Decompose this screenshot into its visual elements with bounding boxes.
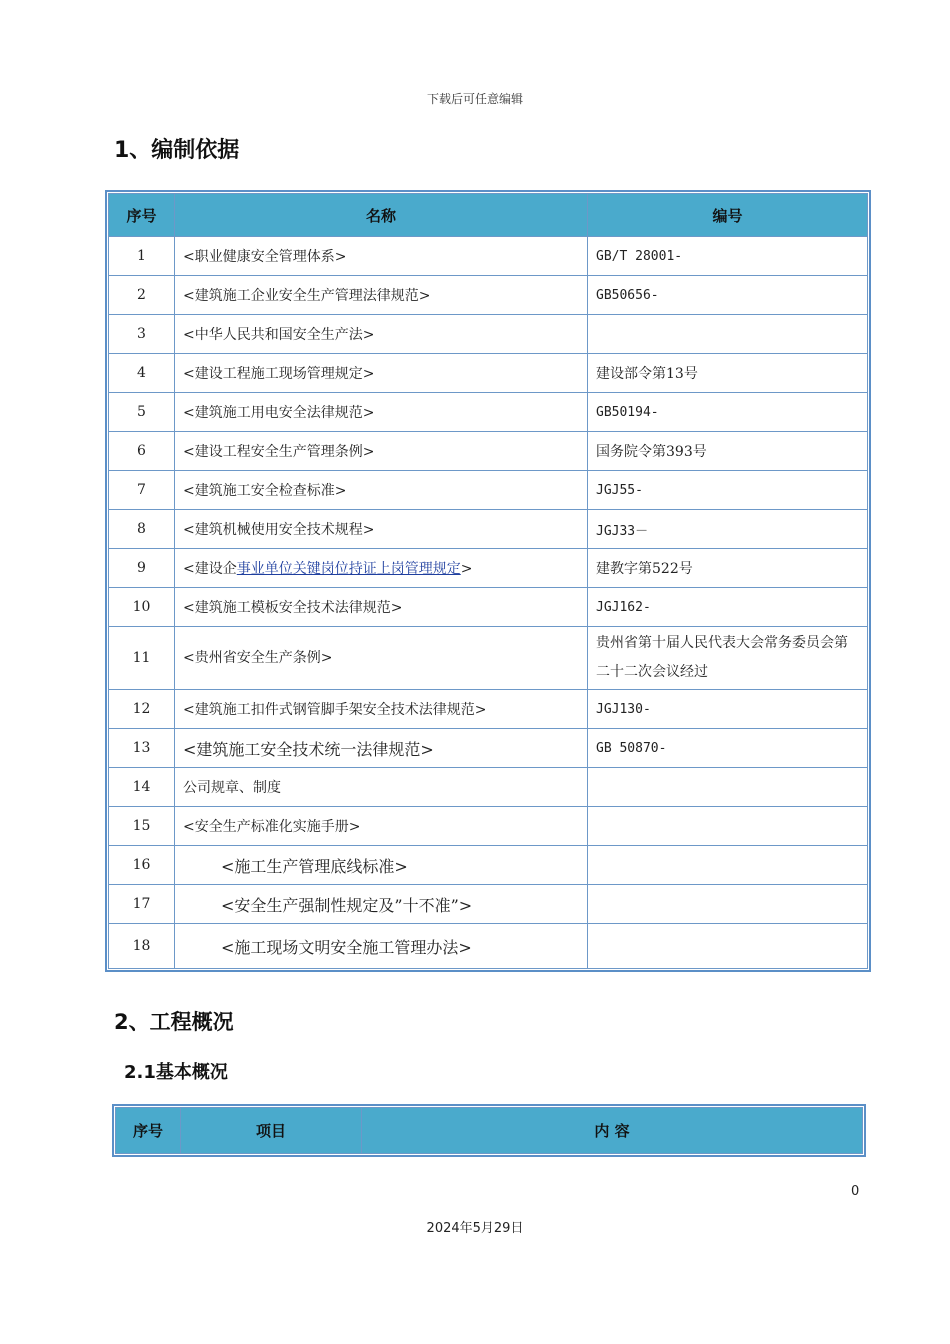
row-name xyxy=(175,549,588,588)
row-name-suffix: > xyxy=(460,561,473,577)
table-row xyxy=(109,807,868,846)
row-name: <建设工程安全生产管理条例> xyxy=(175,432,588,471)
row-no: 9 xyxy=(109,549,175,588)
row-code: GB/T 28001- xyxy=(588,237,868,276)
table-row xyxy=(109,729,868,768)
row-no: 12 xyxy=(109,690,175,729)
table-row xyxy=(109,627,868,690)
row-no: 6 xyxy=(109,432,175,471)
header-note: 下载后可任意编辑 xyxy=(426,92,523,106)
row-name: 公司规章、制度 xyxy=(175,768,588,807)
row-name: <建筑施工安全技术统一法律规范> xyxy=(175,729,588,768)
row-code xyxy=(588,807,868,846)
overview-table-frame xyxy=(112,1104,866,1157)
table-row xyxy=(109,510,868,549)
regulation-link[interactable]: 事业单位关键岗位持证上岗管理规定 xyxy=(236,561,461,577)
overview-table-header-row xyxy=(116,1108,863,1154)
row-code: 建教字第522号 xyxy=(588,549,868,588)
row-code: JGJ162- xyxy=(588,588,868,627)
table-row xyxy=(109,588,868,627)
row-no: 11 xyxy=(109,627,175,690)
row-no: 5 xyxy=(109,393,175,432)
row-no: 15 xyxy=(109,807,175,846)
row-no: 1 xyxy=(109,237,175,276)
row-name: <建筑施工模板安全技术法律规范> xyxy=(175,588,588,627)
row-name: <建筑施工企业安全生产管理法律规范> xyxy=(175,276,588,315)
row-name: <安全生产标准化实施手册> xyxy=(175,807,588,846)
row-name: <贵州省安全生产条例> xyxy=(175,627,588,690)
row-code: 国务院令第393号 xyxy=(588,432,868,471)
row-code: GB50656- xyxy=(588,276,868,315)
table-row xyxy=(109,393,868,432)
row-no: 13 xyxy=(109,729,175,768)
table-row xyxy=(109,768,868,807)
row-no: 3 xyxy=(109,315,175,354)
table-row xyxy=(109,924,868,969)
row-code: JGJ33－ xyxy=(588,510,868,549)
row-name: <职业健康安全管理体系> xyxy=(175,237,588,276)
table-row xyxy=(109,690,868,729)
table-row xyxy=(109,846,868,885)
row-name-prefix: <建设企 xyxy=(183,561,237,577)
row-name: <建筑机械使用安全技术规程> xyxy=(175,510,588,549)
row-code xyxy=(588,846,868,885)
section2-subtitle: 2.1基本概况 xyxy=(124,1062,228,1083)
table-row xyxy=(109,237,868,276)
row-code xyxy=(588,315,868,354)
row-code: 建设部令第13号 xyxy=(588,354,868,393)
basis-table xyxy=(108,193,868,969)
row-name: <建筑施工用电安全法律规范> xyxy=(175,393,588,432)
row-no: 17 xyxy=(109,885,175,924)
overview-header-item: 项目 xyxy=(181,1108,362,1154)
row-no: 8 xyxy=(109,510,175,549)
row-code: 贵州省第十届人民代表大会常务委员会第二十二次会议经过 xyxy=(588,627,868,690)
overview-header-content: 内 容 xyxy=(362,1108,863,1154)
table-row xyxy=(109,315,868,354)
basis-table-frame xyxy=(105,190,871,972)
row-name: <施工现场文明安全施工管理办法> xyxy=(175,924,588,969)
row-no: 14 xyxy=(109,768,175,807)
page-number: 0 xyxy=(851,1184,860,1199)
table-row xyxy=(109,276,868,315)
row-name: <中华人民共和国安全生产法> xyxy=(175,315,588,354)
section2-title: 2、工程概况 xyxy=(114,1010,234,1034)
row-code: JGJ55- xyxy=(588,471,868,510)
row-no: 2 xyxy=(109,276,175,315)
row-code: JGJ130- xyxy=(588,690,868,729)
row-name: <建筑施工安全检查标准> xyxy=(175,471,588,510)
header-name: 名称 xyxy=(175,194,588,237)
row-no: 16 xyxy=(109,846,175,885)
row-code: GB 50870- xyxy=(588,729,868,768)
overview-header-no: 序号 xyxy=(116,1108,181,1154)
row-no: 10 xyxy=(109,588,175,627)
header-no: 序号 xyxy=(109,194,175,237)
table-row xyxy=(109,354,868,393)
row-code xyxy=(588,885,868,924)
table-row xyxy=(109,432,868,471)
row-name: <施工生产管理底线标准> xyxy=(175,846,588,885)
row-code xyxy=(588,924,868,969)
footer-date: 2024年5月29日 xyxy=(426,1221,524,1236)
basis-table-header-row xyxy=(109,194,868,237)
row-name: <安全生产强制性规定及”十不准”> xyxy=(175,885,588,924)
row-no: 18 xyxy=(109,924,175,969)
row-code xyxy=(588,768,868,807)
overview-table xyxy=(115,1107,863,1154)
section1-title: 1、编制依据 xyxy=(114,138,240,163)
row-name: <建设工程施工现场管理规定> xyxy=(175,354,588,393)
table-row xyxy=(109,885,868,924)
table-row xyxy=(109,471,868,510)
header-code: 编号 xyxy=(588,194,868,237)
row-no: 7 xyxy=(109,471,175,510)
row-name: <建筑施工扣件式钢管脚手架安全技术法律规范> xyxy=(175,690,588,729)
row-no: 4 xyxy=(109,354,175,393)
table-row xyxy=(109,549,868,588)
row-code: GB50194- xyxy=(588,393,868,432)
